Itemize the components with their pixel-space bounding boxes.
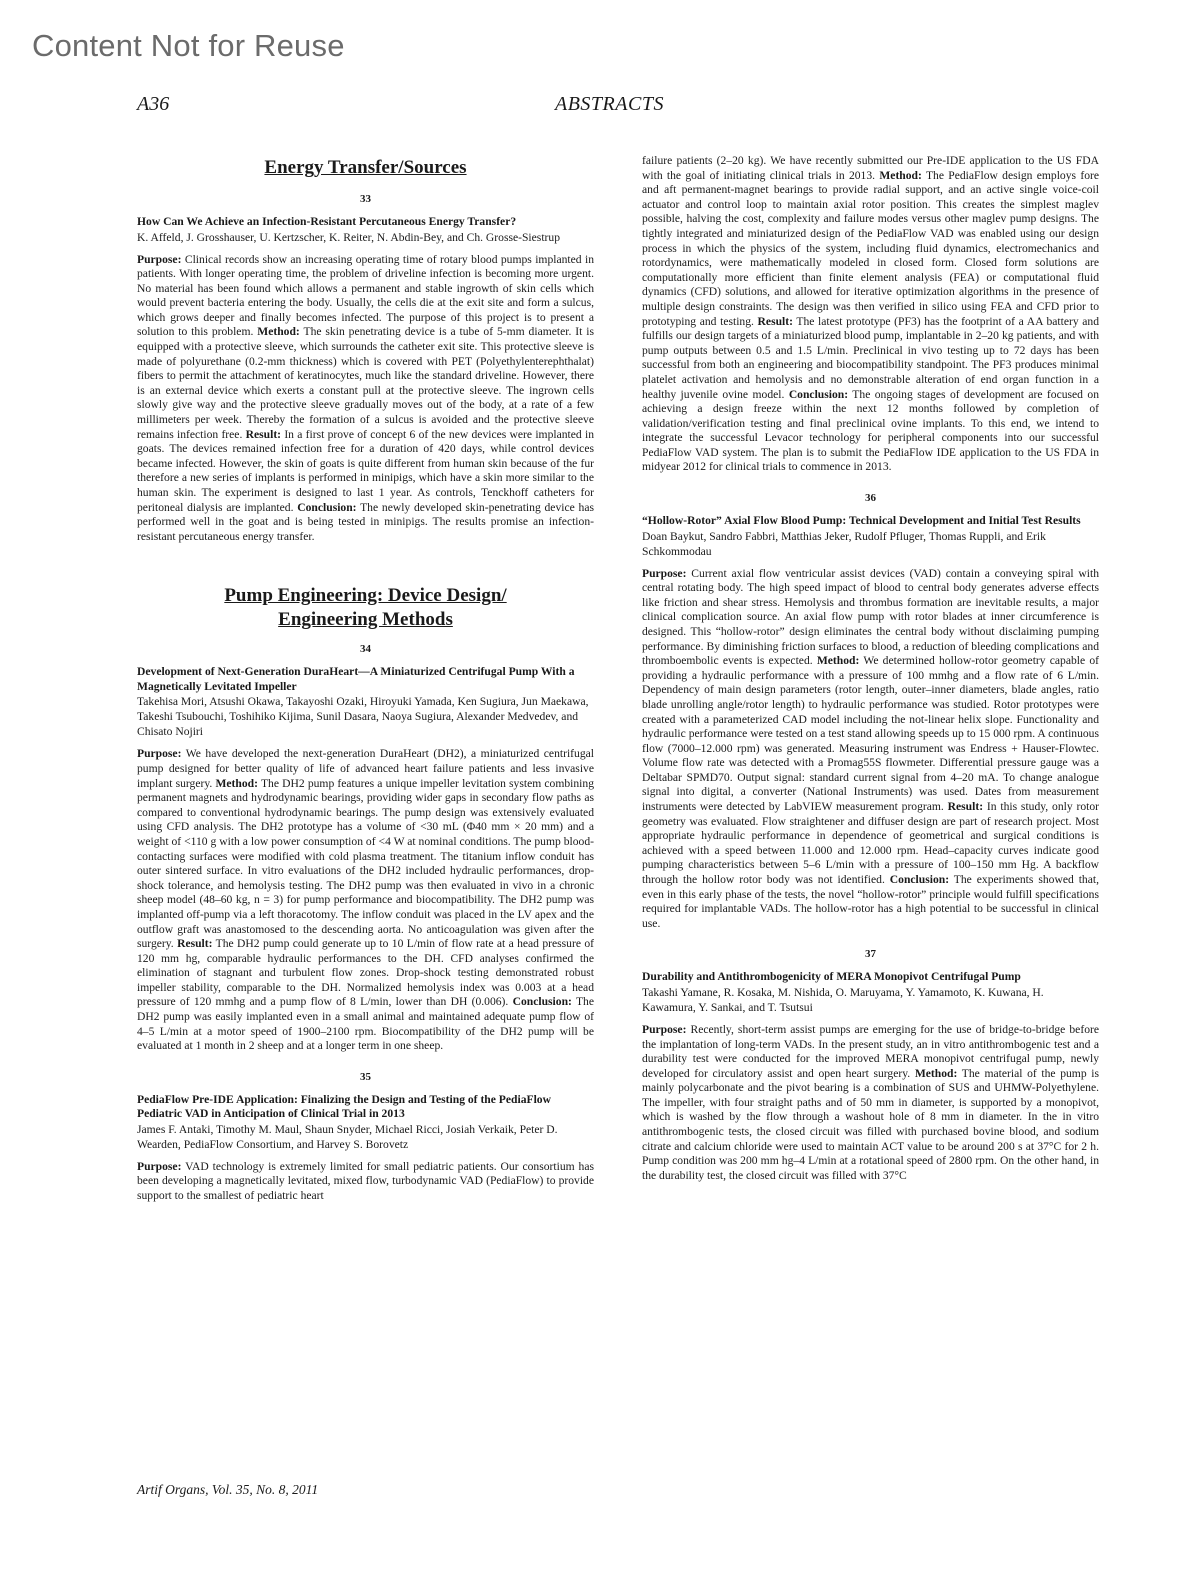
- abstract-body: [642, 567, 1099, 932]
- body-text: The newly developed skin-penetrating device has performed well in the goat and is being tested in minipigs. The results promise an infection-resistant percutaneous energy transfer.: [137, 500, 594, 543]
- body-text: In a first prove of concept 6 of the new devices were implanted in goats. The devices remained infection free for a duration of 420 days, while control devices became infected. However, the skin of goats is quite different from human skin because of the fur therefore a new series of implants is performed in minipigs, which have a skin more similar to the human skin. The experiment is designed to last 1 year. As controls, Tenckhoff catheters for peritoneal dialysis are implanted.: [137, 427, 594, 514]
- label-purpose: Purpose:: [137, 1159, 182, 1173]
- abstract-34: [137, 642, 594, 1053]
- body-text: The material of the pump is mainly polycarbonate and the pivot bearing is a combination of SUS and UHMW-Polyethylene. The impeller, with four straight paths and of 50 mm in diameter, is supported by a monopivot, which is washed by the flow through a washout hole of 8 mm in diameter. In the in vitro antithrombogenic tests, the closed circuit was filled with purchased bovine blood, and sodium citrate and calcium chloride were used to maintain ACT value to be around 200 s at 37°C for 2 h. Pump condition was 200 mm hg–4 L/min at a rotational speed of 2800 rpm. On the other hand, in the durability test, the closed circuit was filled with 37°C: [642, 1066, 1100, 1182]
- abstract-36: [642, 491, 1099, 931]
- abstract-body: [137, 253, 594, 545]
- section-title-energy: Energy Transfer/Sources: [264, 157, 467, 178]
- abstract-number: 35: [360, 1070, 371, 1083]
- abstract-title: “Hollow-Rotor” Axial Flow Blood Pump: Technical Development and Initial Test Results: [642, 514, 1081, 528]
- body-text: The PediaFlow design employs fore and aft permanent-magnet bearings to provide radial support, and an active single voice-coil actuator and control loop to maintain axial rotor position. This creates the simplest maglev possible, halving the cost, complexity and failure modes versus other maglev pump designs. The tightly integrated and miniaturized design of the PediaFlow VAD was enabled using our design process in which the physics of the system, including fluid dynamics, electromechanics and rotordynamics, were mathematically modeled in closed form. Closed form solutions are computationally more efficient than finite element analysis (FEA) or computational fluid dynamics (CFD) solutions, and allowed for iterative optimization algorithms in the presence of multiple design constraints. The design was then verified in silico using FEA and CFD prior to prototyping and testing.: [642, 168, 1100, 328]
- abstract-33: [137, 192, 594, 544]
- abstract-authors: James F. Antaki, Timothy M. Maul, Shaun Snyder, Michael Ricci, Josiah Verkaik, Peter D. Wearden, PediaFlow Consortium, and Harvey S. Borovetz: [137, 1122, 558, 1151]
- label-method: Method:: [257, 325, 300, 339]
- abstract-37: [642, 947, 1099, 1183]
- abstract-authors: K. Affeld, J. Grosshauser, U. Kertzscher, K. Reiter, N. Abdin-Bey, and Ch. Grosse-Siestrup: [137, 230, 560, 244]
- journal-footer: Artif Organs, Vol. 35, No. 8, 2011: [137, 1482, 319, 1497]
- body-text: The DH2 pump was easily implanted even in a small animal and maintained adequate pump flow of 4–5 L/min at a motor speed of 1900–2100 rpm. Biocompatibility of the DH2 pump will be evaluated at 1 month in 2 sheep and at a longer term in one sheep.: [137, 995, 594, 1053]
- label-conclusion: Conclusion:: [889, 873, 950, 887]
- body-text: VAD technology is extremely limited for small pediatric patients. Our consortium has been developing a magnetically levitated, mixed flow, turbodynamic VAD (PediaFlow) to provide support to the smallest of pediatric heart: [137, 1159, 594, 1203]
- body-text: The skin penetrating device is a tube of 5-mm diameter. It is equipped with a protective sleeve, which surrounds the catheter exit site. This protective sleeve is made of polyurethane (0.2-mm thickness) which is covered with PET (Polyethylenterephthalat) fibers to permit the attachment of keratinocytes, much like the standard driveline. However, there is an external device which exerts a constant pull at the protective sleeve. The ingrown cells slowly give way and the protective sleeve gradually moves out of the body, at a rate of a few millimeters per week. Thereby the formation of a sulcus is avoided and the protective sleeve remains infection free.: [137, 325, 594, 441]
- body-text: Current axial flow ventricular assist devices (VAD) contain a conveying spiral with central rotating body. The high speed impact of blood to central body generates adverse effects like friction and shear stress. Hemolysis and thrombus formation are inevitable results, a major clinical complication source. An axial flow pump with rotor blades at inner circumference is designed. This “hollow-rotor” design eliminates the central body without disclaiming pumping performance. By diminishing friction surfaces to blood, a reduction of bleeding complications and thromboembolic events is expected.: [642, 566, 1099, 668]
- page-number: A36: [137, 93, 170, 115]
- label-result: Result:: [947, 800, 984, 814]
- running-title: ABSTRACTS: [555, 93, 664, 115]
- abstract-authors: Takehisa Mori, Atsushi Okawa, Takayoshi Ozaki, Hiroyuki Yamada, Ken Sugiura, Jun Maekawa, Takeshi Tsubouchi, Toshihiko Kijima, Sunil Dasara, Naoya Sugiura, Alexander Medvedev, and Chisato Nojiri: [137, 695, 589, 739]
- body-text: Recently, short-term assist pumps are emerging for the use of bridge-to-bridge before the implantation of long-term VADs. In the present study, an in vitro antithrombogenic test and a durability test were conducted for the improved MERA monopivot centrifugal pump, newly developed for circulatory assist and open heart surgery.: [642, 1022, 1099, 1080]
- abstract-title: PediaFlow Pre-IDE Application: Finalizing the Design and Testing of the PediaFlow Pediatric VAD in Anticipation of Clinical Trial in 2013: [137, 1092, 551, 1121]
- abstract-number: 36: [865, 492, 876, 505]
- label-result: Result:: [177, 937, 213, 951]
- section-title-pump-line2: Engineering Methods: [278, 609, 453, 631]
- label-conclusion: Conclusion:: [297, 500, 357, 514]
- label-purpose: Purpose:: [137, 747, 182, 761]
- abstract-body: [642, 1023, 1099, 1184]
- left-column: [137, 154, 594, 1204]
- abstract-35-continued: [642, 154, 1099, 475]
- abstract-title: Durability and Antithrombogenicity of MERA Monopivot Centrifugal Pump: [642, 970, 1021, 984]
- label-purpose: Purpose:: [137, 252, 182, 266]
- abstract-authors: Takashi Yamane, R. Kosaka, M. Nishida, O. Maruyama, Y. Yamamoto, K. Kuwana, H. Kawamura, Y. Sankai, and T. Tsutsui: [642, 985, 1044, 1014]
- section-title-pump-line1: Pump Engineering: Device Design/: [224, 585, 507, 607]
- label-method: Method:: [914, 1066, 958, 1080]
- abstract-number: 37: [865, 948, 876, 961]
- body-text: The latest prototype (PF3) has the footprint of a AA battery and fulfills our design targets of a miniaturized blood pump, implantable in 2–20 kg patients, and with pump outputs between 0.5 and 1.5 L/min. Preclinical in vivo testing up to 72 days has been successful from both an engineering and biocompatibility standpoint. The PF3 produces minimal platelet activation and hemolysis and no demonstrable alteration of end organ function in a healthy juvenile ovine model.: [642, 314, 1099, 401]
- body-text: The experiments showed that, even in this early phase of the tests, the novel “hollow-rotor” principle would fulfill specifications required for implantable VADs. The hollow-rotor has a high potential to be successful in clinical use.: [642, 873, 1099, 930]
- label-purpose: Purpose:: [642, 566, 687, 580]
- abstract-body: [137, 747, 594, 1053]
- watermark: Content Not for Reuse: [32, 28, 345, 63]
- body-text: failure patients (2–20 kg). We have recently submitted our Pre-IDE application to the US FDA with the goal of initiating clinical trials in 2013.: [642, 154, 1099, 182]
- body-text: The DH2 pump features a unique impeller levitation system combining permanent magnets and hydrodynamic bearings, providing wider gaps in secondary flow paths as compared to conventional hydrodynamic bearings. The pump design was extensively evaluated using CFD analysis. The DH2 prototype has a volume of <30 mL (Φ40 mm × 20 mm) and a weight of <110 g with a low power consumption of <4 W at nominal conditions. The pump blood-contacting surfaces were modified with cold plasma treatment. The titanium inflow conduit has outer sintered surface. In vitro evaluations of the DH2 included hydraulic performances, drop-shock tolerance, and hemolysis testing. The DH2 pump was then evaluated in vivo in a chronic sheep model (48–60 kg, n = 3) for pump performance and biocompatibility. The DH2 pump was implanted off-pump via a left thoracotomy. The inflow conduit was placed in the LV apex and the outflow graft was anastomosed to the descending aorta. No anticoagulation was given after the surgery.: [137, 776, 594, 951]
- abstract-number: 34: [360, 643, 371, 656]
- body-text: The DH2 pump could generate up to 10 L/min of flow rate at a head pressure of 120 mm hg, comparable hydraulic performances to the DH. CFD analyses confirmed the elimination of stagnant and turbulent flow zones. Drop-shock testing demonstrated robust impeller stability, comparable to the DH. Normalized hemolysis index was 0.003 at a head pressure of 120 mmhg and a pump flow of 8 L/min, lower than DH (0.006).: [137, 937, 594, 1009]
- label-method: Method:: [215, 776, 258, 790]
- body-text: We determined hollow-rotor geometry capable of providing a hydraulic performance with a pressure of 100 mmhg and a flow rate of 6 L/min. Dependency of main design parameters (rotor length, outer–inner diameters, blade angles, ratio blade unrolling angle/rotor length) to hydraulic performance was studied. Rotor prototypes were created with a parameterized CAD model including the not-linear helix slope. Functionality and hydraulic performance were tested on a test stand allowing speeds up to 15 000 rpm. A continuous flow (7000–12.000 rpm) was generated. Measuring instrument was Endress + Hauser-Flowtec. Volume flow rate was detected with a Promag55S flowmeter. Differential pressure gauge was a Deltabar SPMD70. Output signal: standard current signal from 4–20 mA. To change analogue signal into digital, a converter (National Instruments) was used. Dates from measurement instruments were detected by LabVIEW measurement program.: [642, 654, 1099, 814]
- label-conclusion: Conclusion:: [512, 995, 572, 1009]
- label-method: Method:: [879, 168, 922, 182]
- abstract-body: [642, 154, 1099, 475]
- right-column: [642, 154, 1099, 1183]
- abstract-35: [137, 1070, 594, 1204]
- abstract-number: 33: [360, 193, 371, 205]
- label-method: Method:: [816, 654, 860, 668]
- abstract-body: [137, 1160, 594, 1204]
- running-head: [137, 93, 1099, 117]
- label-conclusion: Conclusion:: [788, 387, 849, 401]
- body-text: Clinical records show an increasing operating time of rotary blood pumps implanted in patients. With longer operating time, the problem of driveline infection is becoming more urgent. No material has been found which allows a permanent and stable ingrowth of skin cells which would prevent bacteria entering the body. Usually, the cells die at the exit site and form a sulcus, which grows deeper and finally becomes infected. The purpose of this project is to present a solution to this problem.: [137, 252, 594, 339]
- label-result: Result:: [757, 314, 793, 328]
- body-text: We have developed the next-generation DuraHeart (DH2), a miniaturized centrifugal pump designed for better quality of life of advanced heart failure patients and less invasive implant surgery.: [137, 747, 594, 790]
- abstract-authors: Doan Baykut, Sandro Fabbri, Matthias Jeker, Rudolf Pfluger, Thomas Ruppli, and Erik Schkommodau: [642, 529, 1046, 558]
- label-result: Result:: [245, 427, 282, 441]
- abstract-title: Development of Next-Generation DuraHeart—A Miniaturized Centrifugal Pump With a Magnetically Levitated Impeller: [137, 665, 575, 693]
- body-text: In this study, only rotor geometry was evaluated. Flow straightener and diffuser design are part of research project. Most appropriate hydraulic performance in dependence of geometrical and surgical conditions is achieved with a speed between 11.000 and 12.000 rpm. Head–capacity curves indicate good pumping characteristics between 5–6 L/min with a pressure of 100–150 mm Hg. A backflow through the hollow rotor body was not identified.: [642, 800, 1099, 887]
- label-purpose: Purpose:: [642, 1022, 687, 1036]
- body-text: The ongoing stages of development are focused on achieving a design freeze within the next 12 months followed by completion of validation/verification testing and final preclinical ovine implants. To this end, we intend to integrate the successful Levacor technology for peripheral components into our successful PediaFlow VAD system. The plan is to submit the PediaFlow IDE application to the US FDA in midyear 2012 for clinical trials to commence in 2013.: [642, 387, 1099, 474]
- abstract-title: How Can We Achieve an Infection-Resistant Percutaneous Energy Transfer?: [137, 215, 517, 228]
